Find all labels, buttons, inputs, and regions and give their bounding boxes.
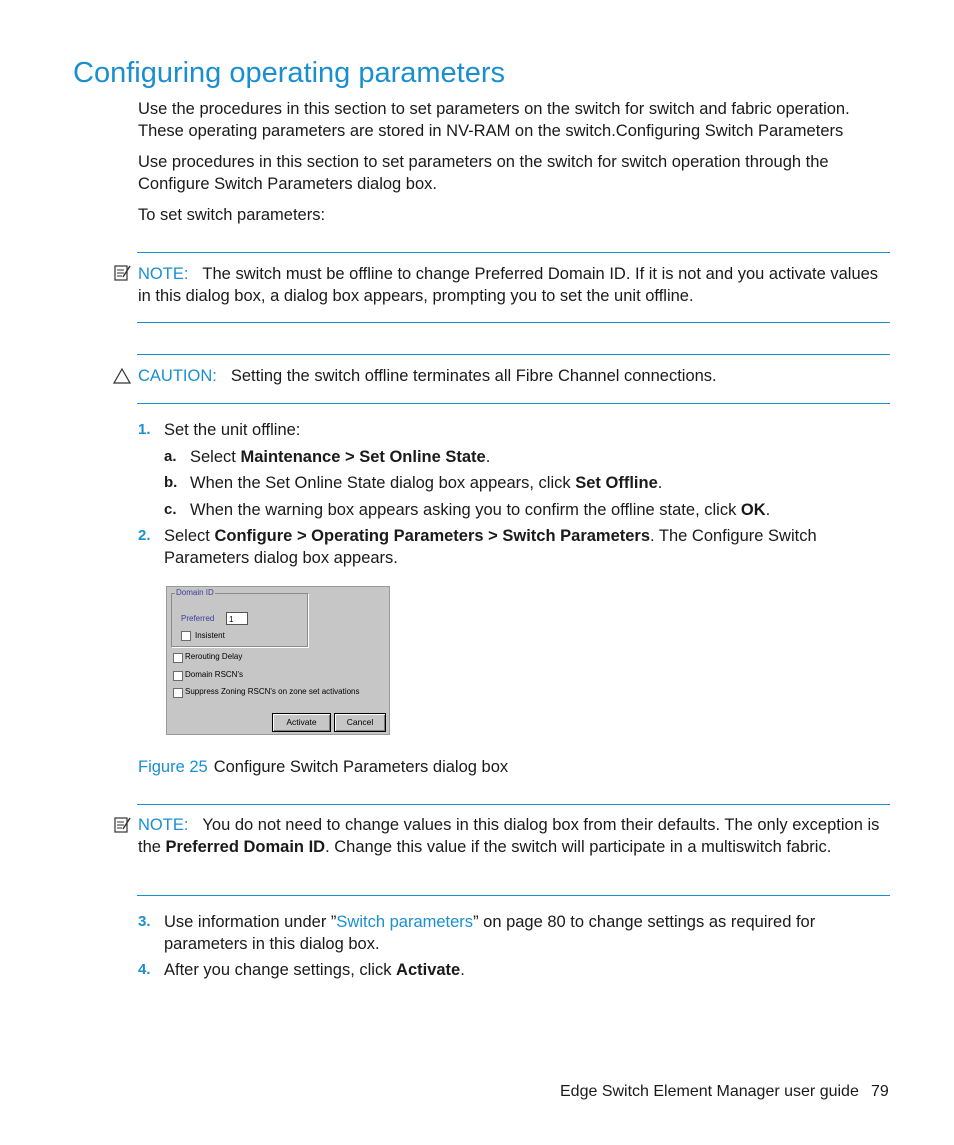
caution-text: Setting the switch offline terminates all Fibre Channel connections. xyxy=(230,367,717,385)
substep-1c xyxy=(190,499,770,521)
cancel-button[interactable]: Cancel xyxy=(334,713,386,732)
note-text: . Change this value if the switch will participate in a multiswitch fabric. xyxy=(325,838,832,856)
domain-rscn-label: Domain RSCN's xyxy=(185,670,243,679)
caution-triangle-icon xyxy=(113,367,131,385)
insistent-label: Insistent xyxy=(195,631,225,640)
note-rule-top xyxy=(137,804,890,805)
note-label: NOTE: xyxy=(138,816,189,834)
step-1: Set the unit offline: xyxy=(164,421,301,439)
configure-switch-parameters-dialog xyxy=(166,586,390,735)
footer-guide-title: Edge Switch Element Manager user guide xyxy=(560,1083,859,1100)
suppress-zoning-rscn-checkbox[interactable] xyxy=(173,688,183,698)
step-text: Use information under ” xyxy=(164,913,337,931)
domain-id-group-label: Domain ID xyxy=(176,588,214,597)
caution-rule-top xyxy=(137,354,890,355)
note-text: You do not need to change values in this dialog box from their defaults. The only exception is the xyxy=(138,816,880,856)
page-number: 79 xyxy=(871,1083,889,1100)
note-rule-bottom xyxy=(137,322,890,323)
button-name: OK xyxy=(740,501,766,519)
suppress-zoning-rscn-label: Suppress Zoning RSCN's on zone set activations xyxy=(185,687,360,696)
button-name: Set Offline xyxy=(575,474,658,492)
step-2 xyxy=(164,525,884,569)
figure-number: Figure 25 xyxy=(138,758,208,776)
activate-button[interactable]: Activate xyxy=(272,713,331,732)
substep-text: When the Set Online State dialog box appears, click xyxy=(190,474,576,492)
insistent-checkbox[interactable] xyxy=(181,631,191,641)
intro-paragraph-2: Use procedures in this section to set parameters on the switch for switch operation through the Configure Switch Parameters dialog box. xyxy=(138,153,829,193)
step-text: After you change settings, click xyxy=(164,961,397,979)
substep-letter: a. xyxy=(164,448,177,465)
note-2 xyxy=(138,814,893,858)
note-icon xyxy=(113,264,131,282)
caution xyxy=(138,365,893,387)
figure-caption-text: Configure Switch Parameters dialog box xyxy=(213,758,509,776)
button-name: Activate xyxy=(396,961,461,979)
rerouting-delay-checkbox[interactable] xyxy=(173,653,183,663)
switch-parameters-link[interactable]: Switch parameters xyxy=(336,913,474,931)
preferred-label: Preferred xyxy=(181,614,215,623)
step-number: 2. xyxy=(138,527,151,544)
step-number: 3. xyxy=(138,913,151,930)
rerouting-delay-label: Rerouting Delay xyxy=(185,652,243,661)
note-label: NOTE: xyxy=(138,265,189,283)
step-text: ” on page 80 to change settings as required for parameters in this dialog box. xyxy=(164,913,816,953)
preferred-domain-id-input[interactable]: 1 xyxy=(226,612,248,625)
menu-path: Maintenance > Set Online State xyxy=(240,448,486,466)
step-4 xyxy=(164,959,884,981)
step-3 xyxy=(164,911,884,955)
note-icon xyxy=(113,816,131,834)
step-text: . xyxy=(460,961,465,979)
figure-caption xyxy=(138,756,508,778)
substep-1a xyxy=(190,446,490,468)
caution-label: CAUTION: xyxy=(138,367,217,385)
substep-text: Select xyxy=(190,448,241,466)
substep-text: . xyxy=(485,448,491,466)
substep-1b xyxy=(190,472,662,494)
note-text: The switch must be offline to change Preferred Domain ID. If it is not and you activate values in this dialog box, a dialog box appears, prompting you to set the unit offline. xyxy=(138,265,879,305)
intro-paragraph-1: Use the procedures in this section to set parameters on the switch for switch and fabric operation. These operating parameters are stored in NV-RAM on the switch.Configuring Switch Parameters xyxy=(138,100,850,140)
caution-rule-bottom xyxy=(137,403,890,404)
substep-letter: b. xyxy=(164,474,178,491)
substep-text: . xyxy=(765,501,771,519)
page-title: Configuring operating parameters xyxy=(73,57,506,89)
substep-text: When the warning box appears asking you to confirm the offline state, click xyxy=(190,501,741,519)
note-rule-top xyxy=(137,252,890,253)
step-number: 4. xyxy=(138,961,151,978)
intro-paragraph-3: To set switch parameters: xyxy=(138,206,326,224)
step-text: Select xyxy=(164,527,215,545)
step-text: . The Configure Switch Parameters dialog box appears. xyxy=(164,527,817,567)
note-bold-term: Preferred Domain ID xyxy=(165,838,326,856)
note-1 xyxy=(138,263,893,307)
domain-rscn-checkbox[interactable] xyxy=(173,671,183,681)
domain-id-group xyxy=(171,588,308,647)
substep-letter: c. xyxy=(164,501,177,518)
note-rule-bottom xyxy=(137,895,890,896)
menu-path: Configure > Operating Parameters > Switch Parameters xyxy=(214,527,651,545)
step-number: 1. xyxy=(138,421,151,438)
substep-text: . xyxy=(657,474,663,492)
